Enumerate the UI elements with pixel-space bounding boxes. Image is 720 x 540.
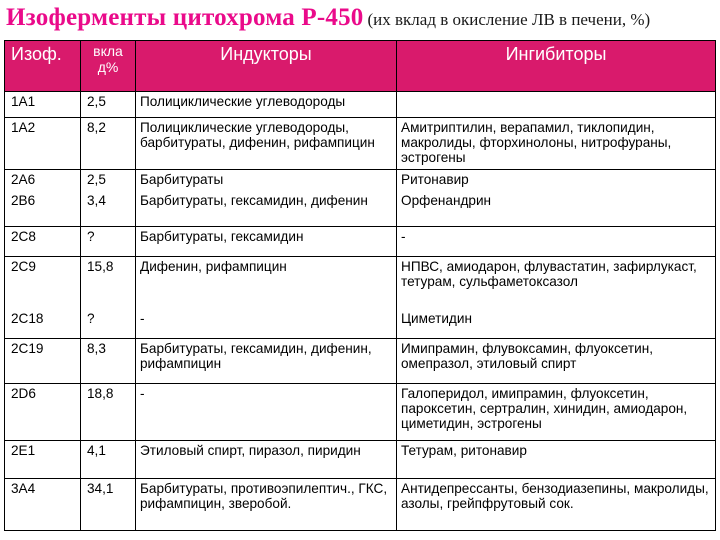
header-inducers: Индукторы — [136, 41, 397, 92]
cell-inducers: - — [136, 309, 397, 339]
cell-isoform: 2С19 — [5, 339, 81, 384]
cell-inhibitors: Антидепрессанты, бензодиазепины, макролиды, азолы, грейпфрутовый сок. — [397, 479, 716, 531]
cell-inhibitors: Циметидин — [397, 309, 716, 339]
cell-share: 8,2 — [81, 118, 136, 170]
cell-share: 8,3 — [81, 339, 136, 384]
cell-inducers: Полициклические углеводороды, барбитураты, дифенин, рифампицин — [136, 118, 397, 170]
cell-isoform: 2С18 — [5, 309, 81, 339]
cell-share: 2,5 — [81, 170, 136, 191]
title-subtitle: (их вклад в окисление ЛВ в печени, %) — [367, 10, 651, 29]
title-main: Изоферменты цитохрома Р-450 — [6, 4, 364, 31]
table-row — [5, 257, 716, 309]
table-row — [5, 92, 716, 118]
table-row — [5, 191, 716, 227]
cell-share: ? — [81, 227, 136, 257]
cell-isoform: 2А6 — [5, 170, 81, 191]
cell-inhibitors: Орфенандрин — [397, 191, 716, 227]
header-inhibitors: Ингибиторы — [397, 41, 716, 92]
table-row — [5, 339, 716, 384]
table-row — [5, 227, 716, 257]
table-header-row — [5, 41, 716, 92]
cell-isoform: 2Е1 — [5, 441, 81, 479]
table-row — [5, 118, 716, 170]
cell-inhibitors: Ритонавир — [397, 170, 716, 191]
cell-isoform: 2В6 — [5, 191, 81, 227]
cell-inhibitors: НПВС, амиодарон, флувастатин, зафирлукаст, тетурам, сульфаметоксазол — [397, 257, 716, 309]
cell-share: ? — [81, 309, 136, 339]
cell-share: 3,4 — [81, 191, 136, 227]
table-row — [5, 441, 716, 479]
cell-inhibitors: Амитриптилин, верапамил, тиклопидин, макролиды, фторхинолоны, нитрофураны, эстрогены — [397, 118, 716, 170]
cell-isoform: 1А2 — [5, 118, 81, 170]
cell-inducers: Барбитураты — [136, 170, 397, 191]
table-row — [5, 170, 716, 191]
table-row — [5, 384, 716, 441]
cell-inducers: Этиловый спирт, пиразол, пиридин — [136, 441, 397, 479]
cell-isoform: 2С8 — [5, 227, 81, 257]
cell-isoform: 2D6 — [5, 384, 81, 441]
cell-inducers: - — [136, 384, 397, 441]
cell-inducers: Барбитураты, гексамидин, дифенин, рифампицин — [136, 339, 397, 384]
page-title — [6, 4, 650, 32]
cell-inducers: Дифенин, рифампицин — [136, 257, 397, 309]
cell-inducers: Барбитураты, гексамидин — [136, 227, 397, 257]
cell-inhibitors: Тетурам, ритонавир — [397, 441, 716, 479]
cell-share: 15,8 — [81, 257, 136, 309]
cell-isoform: 1А1 — [5, 92, 81, 118]
cell-inhibitors — [397, 92, 716, 118]
cell-share: 4,1 — [81, 441, 136, 479]
cell-isoform: 2С9 — [5, 257, 81, 309]
cell-inhibitors: - — [397, 227, 716, 257]
cell-inducers: Полициклические углеводороды — [136, 92, 397, 118]
header-isoform: Изоф. — [5, 41, 81, 92]
cell-inducers: Барбитураты, гексамидин, дифенин — [136, 191, 397, 227]
cell-inhibitors: Галоперидол, имипрамин, флуоксетин, пароксетин, сертралин, хинидин, амиодарон, циметидин, эстрогены — [397, 384, 716, 441]
cell-inhibitors: Имипрамин, флувоксамин, флуоксетин, омепразол, этиловый спирт — [397, 339, 716, 384]
cell-share: 18,8 — [81, 384, 136, 441]
cell-inducers: Барбитураты, противоэпилептич., ГКС, рифампицин, зверобой. — [136, 479, 397, 531]
cell-share: 34,1 — [81, 479, 136, 531]
table-row — [5, 479, 716, 531]
cell-isoform: 3А4 — [5, 479, 81, 531]
table-row — [5, 309, 716, 339]
isoenzyme-table — [4, 40, 716, 531]
header-share: вкла д% — [81, 41, 136, 92]
cell-share: 2,5 — [81, 92, 136, 118]
